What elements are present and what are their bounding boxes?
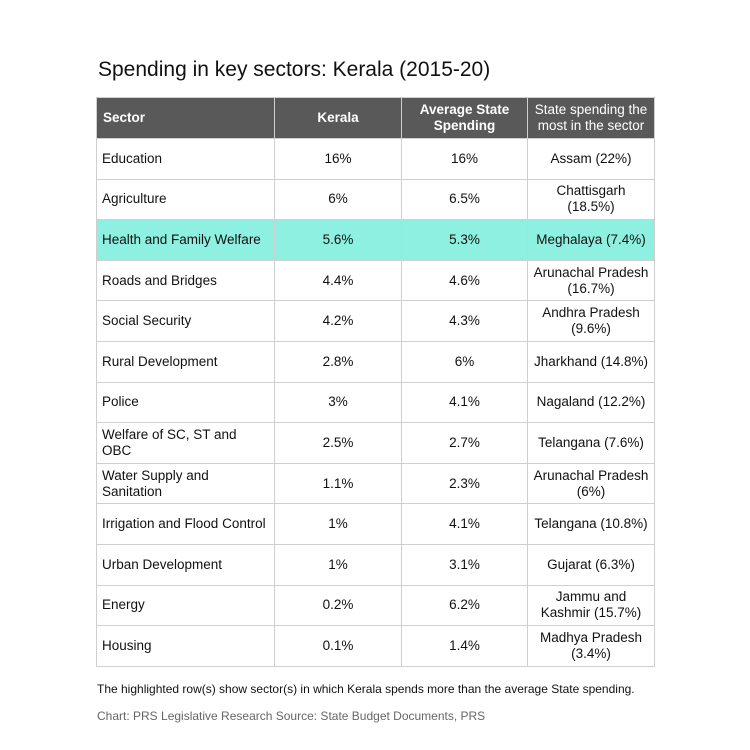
header-sector: Sector: [97, 98, 275, 139]
sector-cell: Rural Development: [97, 341, 275, 382]
kerala-value-cell: 4.2%: [275, 301, 402, 342]
table-row: [97, 585, 655, 626]
header-kerala: Kerala: [275, 98, 402, 139]
header-average-state-spending: Average State Spending: [402, 98, 528, 139]
kerala-value-cell: 0.1%: [275, 626, 402, 667]
table-row: [97, 544, 655, 585]
top-state-cell: Jammu and Kashmir (15.7%): [528, 585, 655, 626]
top-state-cell: Nagaland (12.2%): [528, 382, 655, 423]
sector-cell: Agriculture: [97, 179, 275, 220]
average-value-cell: 6.2%: [402, 585, 528, 626]
top-state-cell: Telangana (7.6%): [528, 423, 655, 464]
kerala-value-cell: 3%: [275, 382, 402, 423]
sector-cell: Police: [97, 382, 275, 423]
sector-cell: Roads and Bridges: [97, 260, 275, 301]
table-row: [97, 301, 655, 342]
table-row: [97, 179, 655, 220]
kerala-value-cell: 0.2%: [275, 585, 402, 626]
table-body: [97, 139, 655, 667]
sector-cell: Education: [97, 139, 275, 180]
average-value-cell: 1.4%: [402, 626, 528, 667]
chart-title: Spending in key sectors: Kerala (2015-20): [98, 58, 491, 81]
top-state-cell: Arunachal Pradesh (16.7%): [528, 260, 655, 301]
sector-cell: Housing: [97, 626, 275, 667]
source-credit: Chart: PRS Legislative Research Source: State Budget Documents, PRS: [97, 709, 486, 723]
table-row: [97, 626, 655, 667]
top-state-cell: Assam (22%): [528, 139, 655, 180]
highlight-note: The highlighted row(s) show sector(s) in which Kerala spends more than the average State spending.: [97, 682, 635, 696]
average-value-cell: 4.3%: [402, 301, 528, 342]
sector-cell: Water Supply and Sanitation: [97, 463, 275, 504]
kerala-value-cell: 1%: [275, 504, 402, 545]
kerala-value-cell: 6%: [275, 179, 402, 220]
top-state-cell: Madhya Pradesh (3.4%): [528, 626, 655, 667]
kerala-value-cell: 1%: [275, 544, 402, 585]
average-value-cell: 5.3%: [402, 220, 528, 261]
average-value-cell: 2.7%: [402, 423, 528, 464]
top-state-cell: Telangana (10.8%): [528, 504, 655, 545]
average-value-cell: 3.1%: [402, 544, 528, 585]
average-value-cell: 4.1%: [402, 382, 528, 423]
spending-table: [96, 97, 655, 667]
top-state-cell: Andhra Pradesh (9.6%): [528, 301, 655, 342]
sector-cell: Energy: [97, 585, 275, 626]
average-value-cell: 6.5%: [402, 179, 528, 220]
average-value-cell: 2.3%: [402, 463, 528, 504]
table-row: [97, 423, 655, 464]
kerala-value-cell: 4.4%: [275, 260, 402, 301]
top-state-cell: Arunachal Pradesh (6%): [528, 463, 655, 504]
sector-cell: Welfare of SC, ST and OBC: [97, 423, 275, 464]
average-value-cell: 4.1%: [402, 504, 528, 545]
average-value-cell: 16%: [402, 139, 528, 180]
top-state-cell: Gujarat (6.3%): [528, 544, 655, 585]
kerala-value-cell: 2.8%: [275, 341, 402, 382]
header-top-state: State spending the most in the sector: [528, 98, 655, 139]
kerala-value-cell: 1.1%: [275, 463, 402, 504]
table-row: [97, 341, 655, 382]
sector-cell: Health and Family Welfare: [97, 220, 275, 261]
kerala-value-cell: 16%: [275, 139, 402, 180]
table-row: [97, 139, 655, 180]
sector-cell: Social Security: [97, 301, 275, 342]
table-row: [97, 463, 655, 504]
top-state-cell: Meghalaya (7.4%): [528, 220, 655, 261]
average-value-cell: 6%: [402, 341, 528, 382]
kerala-value-cell: 5.6%: [275, 220, 402, 261]
table-row: [97, 260, 655, 301]
top-state-cell: Chattisgarh (18.5%): [528, 179, 655, 220]
kerala-value-cell: 2.5%: [275, 423, 402, 464]
table-header-row: [97, 98, 655, 139]
sector-cell: Urban Development: [97, 544, 275, 585]
table-row: [97, 504, 655, 545]
table-row-highlighted: [97, 220, 655, 261]
sector-cell: Irrigation and Flood Control: [97, 504, 275, 545]
table-row: [97, 382, 655, 423]
average-value-cell: 4.6%: [402, 260, 528, 301]
top-state-cell: Jharkhand (14.8%): [528, 341, 655, 382]
